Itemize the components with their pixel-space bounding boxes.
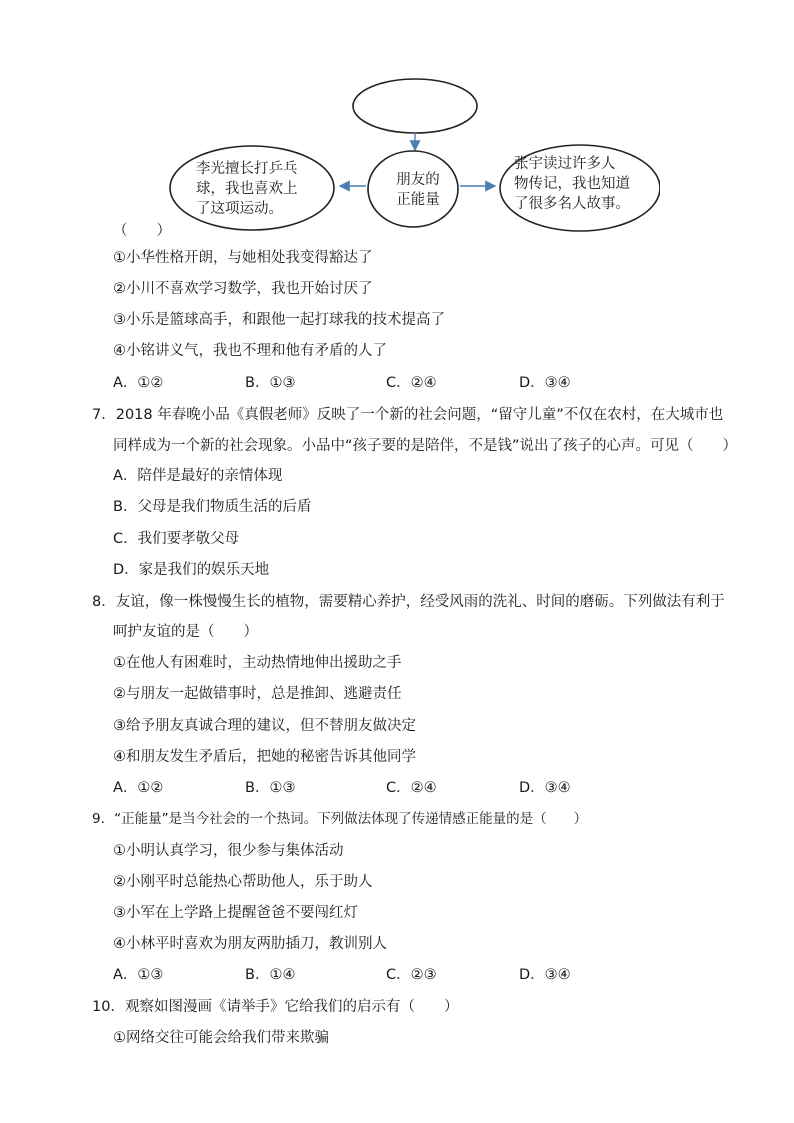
- q7-option-d[interactable]: D．家是我们的娱乐天地: [113, 562, 270, 578]
- q6-item-4: ④小铭讲义气，我也不理和他有矛盾的人了: [113, 343, 387, 359]
- q9-choice-b[interactable]: B．①④: [245, 967, 296, 983]
- center-ellipse-text: [388, 170, 448, 210]
- left-line-3: 了这项运动。: [196, 201, 283, 217]
- left-line-2: 球，我也喜欢上: [196, 181, 298, 197]
- q9-item-2: ②小刚平时总能热心帮助他人，乐于助人: [113, 874, 373, 890]
- right-ellipse-text: [514, 154, 654, 214]
- q6-choice-a[interactable]: A．①②: [113, 375, 164, 391]
- q7-stem-line-1: 7．2018 年春晚小品《真假老师》反映了一个新的社会问题，“留守儿童”不仅在农村，在大城市也: [92, 407, 724, 423]
- q9-item-1: ①小明认真学习，很少参与集体活动: [113, 843, 344, 859]
- q7-option-b[interactable]: B．父母是我们物质生活的后盾: [113, 499, 312, 515]
- q8-item-4: ④和朋友发生矛盾后，把她的秘密告诉其他同学: [113, 749, 416, 765]
- center-line-1: 朋友的: [396, 172, 440, 188]
- right-line-1: 张宇读过许多人: [514, 156, 616, 172]
- q8-choice-d[interactable]: D．③④: [519, 780, 571, 796]
- right-line-3: 了很多名人故事。: [514, 196, 630, 212]
- q8-choice-b[interactable]: B．①③: [245, 780, 296, 796]
- q8-choice-a[interactable]: A．①②: [113, 780, 164, 796]
- q8-stem-line-1: 8．友谊，像一株慢慢生长的植物，需要精心养护，经受风雨的洗礼、时间的磨砺。下列做法有利于: [92, 594, 725, 610]
- q6-item-3: ③小乐是篮球高手，和跟他一起打球我的技术提高了: [113, 312, 445, 328]
- q9-item-4: ④小林平时喜欢为朋友两肋插刀，教训别人: [113, 936, 387, 952]
- q7-option-a[interactable]: A．陪伴是最好的亲情体现: [113, 468, 283, 484]
- q8-choice-c[interactable]: C．②④: [386, 780, 437, 796]
- q8-item-2: ②与朋友一起做错事时，总是推卸、逃避责任: [113, 686, 402, 702]
- left-line-1: 李光擅长打乒乓: [196, 161, 298, 177]
- q8-item-3: ③给予朋友真诚合理的建议，但不替朋友做决定: [113, 718, 416, 734]
- left-ellipse-text: [196, 159, 316, 219]
- center-line-2: 正能量: [396, 192, 440, 208]
- q6-item-1: ①小华性格开朗，与她相处我变得豁达了: [113, 250, 373, 266]
- q6-item-2: ②小川不喜欢学习数学，我也开始讨厌了: [113, 281, 373, 297]
- q9-choice-c[interactable]: C．②③: [386, 967, 437, 983]
- right-line-2: 物传记，我也知道: [514, 176, 630, 192]
- q9-choice-a[interactable]: A．①③: [113, 967, 164, 983]
- q10-stem: 10．观察如图漫画《请举手》它给我们的启示有（ ）: [92, 999, 459, 1015]
- q9-choice-d[interactable]: D．③④: [519, 967, 571, 983]
- q8-stem-line-2: 呵护友谊的是（ ）: [113, 624, 258, 640]
- q6-choice-d[interactable]: D．③④: [519, 375, 571, 391]
- q7-stem-line-2: 同样成为一个新的社会现象。小品中“孩子要的是陪伴，不是钱”说出了孩子的心声。可见（ ）: [113, 438, 738, 454]
- q9-item-3: ③小军在上学路上提醒爸爸不要闯红灯: [113, 905, 358, 921]
- q10-item-1: ①网络交往可能会给我们带来欺骗: [113, 1030, 329, 1046]
- q9-stem: 9．“正能量”是当今社会的一个热词。下列做法体现了传递情感正能量的是（ ）: [92, 811, 588, 827]
- q7-option-c[interactable]: C．我们要孝敬父母: [113, 531, 240, 547]
- top-empty-ellipse: [353, 79, 477, 133]
- q6-choice-b[interactable]: B．①③: [245, 375, 296, 391]
- q6-paren: （ ）: [113, 223, 171, 239]
- q6-choice-c[interactable]: C．②④: [386, 375, 437, 391]
- q8-item-1: ①在他人有困难时，主动热情地伸出援助之手: [113, 655, 402, 671]
